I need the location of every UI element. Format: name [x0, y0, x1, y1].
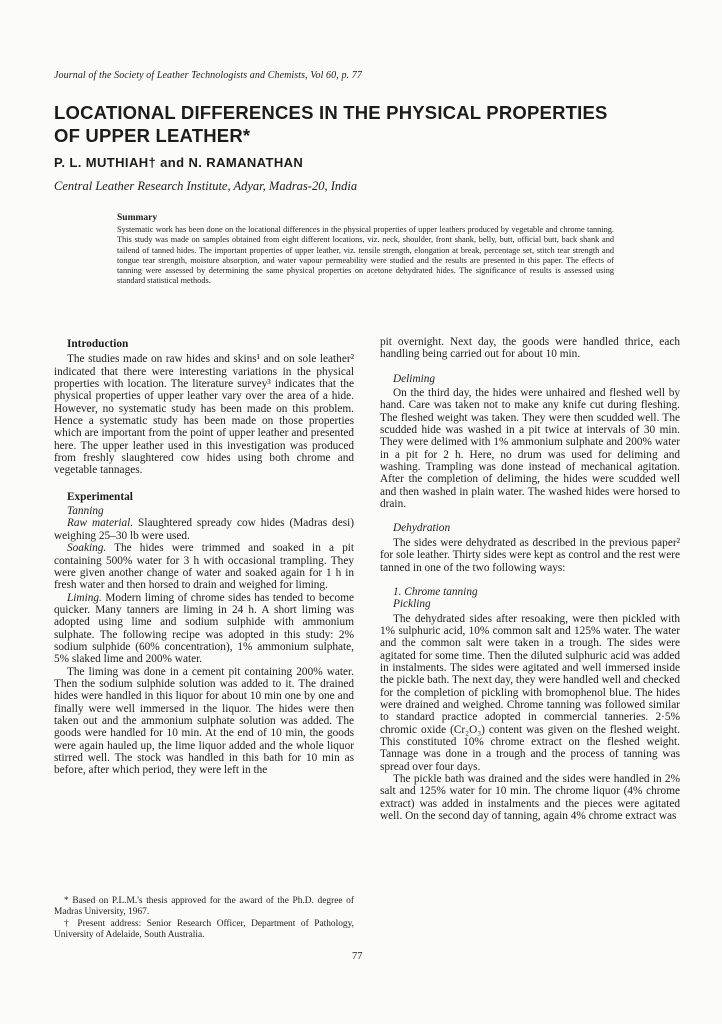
deliming-heading: Deliming — [393, 372, 436, 385]
soaking-paragraph — [54, 542, 354, 591]
affiliation: Central Leather Research Institute, Adyar, Madras-20, India — [54, 179, 358, 193]
liming-paragraph-2: The liming was done in a cement pit containing 200% water. Then the sodium sulphide solution was added to it. The drained hides were handled in this liquor for about 10 min one by one and finally were well immersed in the liquor. The hides were then taken out and the ammonium sulphate solution was added. The goods were handled for 10 min. At the end of 10 min, the goods were again hauled up, the lime liquor added and the whole liquor stirred well. The stock was handled in this bath for 10 min as before, after which period, they were left in the — [54, 665, 354, 777]
pickling-text-2: The pickle bath was drained and the sides were handled in 2% salt and 125% water for 10 min. The chrome liquor (4% chrome extract) was added in instalments and the pieces were agitated well. On the second day of tanning, again 4% chrome extract was — [380, 773, 680, 823]
soaking-label: Soaking. — [67, 542, 107, 555]
left-column — [54, 338, 354, 777]
chrome-tanning-heading: 1. Chrome tanning — [393, 585, 478, 598]
dehydration-text: The sides were dehydrated as described in the previous paper² for sole leather. Thirty sides were kept as control and the rest were tanned in one of the two following ways: — [380, 536, 680, 574]
paper-title — [54, 101, 674, 147]
pickling-text: The dehydrated sides after resoaking, were then pickled with 1% sulphuric acid, 10% common salt and 125% water. The water and the common salt were taken in a trough. The sides were agitated for some time. Then the diluted sulphuric acid was added in instalments. The sides were agitated and well immersed inside the pickle bath. The next day, they were handled well and checked for the completion of pickling with bromophenol blue. The hides were drained and weighed. Chrome tanning was followed similar to standard practice adopted in commercial tanneries. 2·5% chromic oxide (Cr₂O₃) content was given on the fleshed weight. This constituted 10% chrome extract on the fleshed weight. Tannage was done in a trough and the process of tanning was spread over four days. — [380, 612, 680, 773]
title-line-2: OF UPPER LEATHER* — [54, 125, 251, 146]
introduction-heading: Introduction — [67, 338, 129, 350]
liming-label: Liming. — [67, 591, 102, 604]
raw-material-label: Raw material. — [67, 517, 134, 530]
liming-text: Modern liming of chrome sides has tended to become quicker. Many tanners are liming in 24 h. A short liming was adopted using lime and sodium sulphide with ammonium sulphate. The following recipe was adopted in this study: 2% sodium sulphide (60% concentration), 1% ammonium sulphate, 5% slaked lime and 200% water. — [54, 591, 354, 666]
journal-citation: Journal of the Society of Leather Technologists and Chemists, Vol 60, p. 77 — [54, 70, 362, 81]
dehydration-heading: Dehydration — [393, 522, 451, 535]
deliming-text: On the third day, the hides were unhaired and fleshed well by hand. Care was taken not to make any knife cut during fleshing. The fleshed weight was taken. They were then scudded well. The scudded hide was washed in a pit twice at intervals of 30 min. They were delimed with 1% ammonium sulphate and 200% water in a pit for 2 h. Here, no drum was used for deliming and washing. Trampling was done instead of mechanical agitation. After the completion of deliming, the hides were scudded well and then washed in plain water. The washed hides were horsed to drain. — [380, 387, 680, 511]
summary-heading: Summary — [117, 213, 158, 223]
right-column — [380, 336, 680, 822]
continued-text: pit overnight. Next day, the goods were handled thrice, each handling being carried out for about 10 min. — [380, 336, 680, 361]
summary-text: Systematic work has been done on the locational differences in the physical properties of upper leathers produced by vegetable and chrome tanning. This study was made on samples obtained from eight different locations, viz. neck, shoulder, front shank, belly, butt, official butt, back shank and tailend of tanned hides. The important properties of upper leather, viz. tensile strength, elongation at break, percentage set, stitch tear strength and tongue tear strength, moisture absorption, and water vapour permeability were studied and the results are presented in this paper. The effects of tanning were assessed by determining the same physical properties on acetone dehydrated hides. The significance of results is assessed using standard statistical methods. — [117, 225, 614, 286]
footnote-address: † Present address: Senior Research Officer, Department of Pathology, University of Adelaide, South Australia. — [54, 918, 354, 940]
footnotes — [54, 896, 354, 941]
authors: P. L. MUTHIAH† and N. RAMANATHAN — [54, 155, 304, 170]
footnote-thesis: * Based on P.L.M.'s thesis approved for the award of the Ph.D. degree of Madras University, 1967. — [54, 896, 354, 918]
introduction-text: The studies made on raw hides and skins¹ and on sole leather² indicated that there were interesting variations in the physical properties with location. The literature survey³ indicates that the physical properties of upper leather vary over the area of a hide. However, no systematic study has been made on this problem. Hence a systematic study has been made on those properties which are important from the point of upper leather and presented here. The upper leather used in this investigation was produced from freshly slaughtered cow hides using both chrome and vegetable tannages. — [54, 353, 354, 477]
tanning-heading: Tanning — [67, 505, 104, 518]
raw-material-text: Slaughtered spready cow hides (Madras desi) weighing 25–30 lb were used. — [54, 517, 355, 542]
pickling-heading: Pickling — [393, 598, 431, 611]
title-line-1: LOCATIONAL DIFFERENCES IN THE PHYSICAL PROPERTIES — [54, 102, 608, 123]
soaking-text: The hides were trimmed and soaked in a pit containing 500% water for 3 h with occasional trampling. They were given another change of water and soaked again for 1 h in fresh water and then horsed to drain and weighed for liming. — [54, 542, 354, 592]
raw-material-paragraph — [54, 517, 354, 542]
page-number: 77 — [352, 951, 363, 962]
liming-paragraph — [54, 592, 354, 666]
experimental-heading: Experimental — [67, 490, 133, 503]
